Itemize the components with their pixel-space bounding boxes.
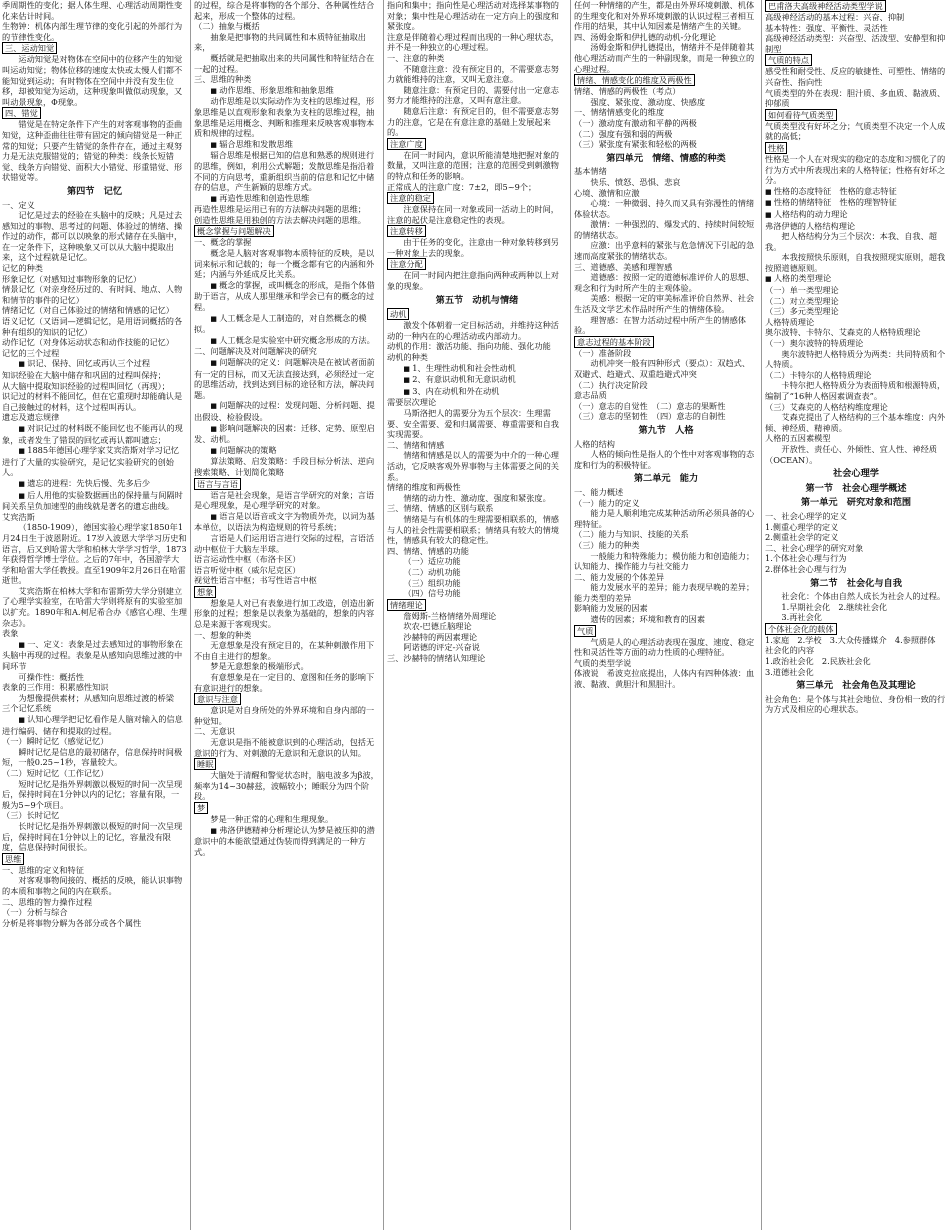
col5-line: （三）多元类型理论 xyxy=(765,306,839,317)
col1-line: 形象记忆（对感知过事物形象的记忆） xyxy=(2,273,142,284)
col5-heading: 个体社会化的载体 xyxy=(765,623,947,635)
col5-line: 性格是一个人在对现实的稳定的态度和习惯化了的行为方式中所表现出来的人格特征；性格有好坏之分。 xyxy=(765,153,946,186)
col5-line: 1.家庭 2.学校 3.大众传播媒介 4.参照群体 xyxy=(765,634,936,645)
col3-line: 情绪是与有机体的生理需要相联系的，情感与人的社会性需要相联系；情绪具有较大的情境性，情感具有较大的稳定性。 xyxy=(387,513,559,546)
col4-line: 美感：根据一定的审美标准评价自然界、社会生活及文学艺术作品时所产生的情绪体验。 xyxy=(574,293,755,315)
col1-section-title: 第四节 记忆 xyxy=(66,185,123,197)
col1-line: 三个记忆系统 xyxy=(2,703,52,714)
column-divider xyxy=(761,0,762,1230)
col5-section-title: 第三单元 社会角色及其理论 xyxy=(796,680,916,692)
col3-line: 詹姆斯-兰格情绪外周理论 xyxy=(403,610,497,621)
col5-section-title: 第二节 社会化与自我 xyxy=(810,577,902,589)
col2-line: 概念是人脑对客观事物本质特征的反映，是以词来标示和记载的；每一个概念都有它的内涵和外延；内涵与外延成反比关系。 xyxy=(194,248,375,280)
col3-line: 沙赫特的两因素理论 xyxy=(403,631,478,642)
col3-heading: 动机 xyxy=(387,308,567,320)
col4-line: 心境：一种微弱、持久而又具有弥漫性的情绪体验状态。 xyxy=(574,198,755,219)
col3-line: 情绪和情感是以人的需要为中介的一种心理活动，它反映客观外界事物与主体需要之间的关系。 xyxy=(387,450,559,482)
col5-section-title: 第一节 社会心理学概述 xyxy=(805,482,907,494)
col5-line: 1.政治社会化 2.民族社会化 xyxy=(765,656,871,667)
col4-line: 四、汤姆金斯和伊扎德的动机-分化理论 xyxy=(574,31,716,42)
col4-line: （一）能力的定义 xyxy=(574,497,640,508)
col3-line: 不随意注意：没有预定目的，不需要意志努力就能维持的注意，又叫无意注意。 xyxy=(387,63,559,85)
col5-line: 艾森克提出了人格结构的三个基本维度：内外倾、神经质、精神质。 xyxy=(765,412,946,433)
col2-line: （二）抽象与概括 xyxy=(194,21,260,32)
col5-line: 1.侧重心理学的定义 xyxy=(765,521,839,532)
col5-line: 把人格结构分为三个层次：本我、自我、超我。 xyxy=(765,231,937,252)
col4-line: 气质是人的心理活动表现在强度、速度、稳定性和灵活性等方面的动力性质的心理特征。 xyxy=(574,636,755,658)
col3-line: 由于任务的变化，注意由一种对象转移到另一种对象上去的现象。 xyxy=(387,237,559,258)
col4-line: （二）执行决定阶段 xyxy=(574,379,648,390)
col1-line: 为想像提供素材；从感知向思维过渡的桥梁 xyxy=(18,692,174,703)
col5-line: 高级神经活动的基本过程：兴奋、抑制 xyxy=(765,12,905,22)
col5-line: 二、社会心理学的研究对象 xyxy=(765,542,864,553)
col2-line: 梦是一种正常的心理和生理现象。 xyxy=(210,813,334,824)
col1-line: （一）分析与综合 xyxy=(2,907,68,918)
col4-line: （二）能力与知识、技能的关系 xyxy=(574,529,689,540)
col1-line: 对客观事物间接的、概括的反映，能认识事物的本质和事物之间的内在联系。 xyxy=(2,875,183,896)
col1-line: 艾宾浩斯 xyxy=(2,511,35,522)
col4-line: （三）能力的种类 xyxy=(574,539,640,550)
col1-line: 一、思维的定义和特征 xyxy=(2,864,84,875)
col2-line: 无意想象是没有预定目的，在某种刺激作用下不由自主进行的想象。 xyxy=(194,640,375,661)
col4-line: 一般能力和特殊能力；模仿能力和创造能力；认知能力、操作能力与社交能力 xyxy=(574,550,755,572)
col3-line: ■ 2、有意识动机和无意识动机 xyxy=(387,374,567,386)
col2-line: 一、想象的种类 xyxy=(194,629,252,640)
col5-line: （一）奥尔波特的特质理论 xyxy=(765,338,864,349)
col2-line: 语言听觉中枢（威尔尼克区） xyxy=(194,564,301,575)
col5-line: 弗洛伊德的人格结构理论 xyxy=(765,220,856,231)
col1-line: 识记过的材料不能回忆，但在它重现时却能确认是自己接触过的材料，这个过程叫再认。 xyxy=(2,391,183,412)
col5-heading: 如何看待气质类型 xyxy=(765,109,947,121)
col1-line: ■ 认知心理学把记忆看作是人脑对输入的信息进行编码、储存和提取的过程。 xyxy=(2,714,187,736)
col1-line: 可操作性：概括性 xyxy=(18,671,84,682)
col2-line: ■ 辐合思维和发散思维 xyxy=(194,139,380,151)
col4-heading: 意志过程的基本阶段 xyxy=(574,336,758,348)
col5-line: 气质类型没有好坏之分；气质类型不决定一个人成就的高低； xyxy=(765,120,946,142)
col5-line: ■ 人格结构的动力理论 xyxy=(765,209,947,221)
text-column-5 xyxy=(765,0,947,1230)
col1-heading: 思维 xyxy=(2,853,187,865)
col3-line: 坎农-巴德丘脑理论 xyxy=(403,621,472,632)
col3-line: ■ 3、内在动机和外在动机 xyxy=(387,386,567,398)
text-column-4 xyxy=(574,0,758,1230)
col1-line: 错觉是在特定条件下产生的对客观事物的歪曲知觉，这种歪曲往往带有固定的倾向错觉是一种正常的知觉；只要产生错觉的条件存在，通过主观努力是无法克服错觉的；错觉的种类：线条长短错觉、线条方向错觉、面积大小错觉、形重错觉、形状错觉等。 xyxy=(2,119,183,183)
col1-line: 长时记忆是指外界刺激以极短的时间一次呈现后，保持时间在1分钟以上的记忆，容量没有限度，信息保持时间很长。 xyxy=(2,820,183,853)
text-column-1 xyxy=(2,0,187,1230)
col1-line: （1850-1909），德国实验心理学家1850年1月24日生于波恩附近。17岁入波恩大学学习历史和语言，后又到哈雷大学和柏林大学学习哲学，1873年获得哲学博士学位。之后的7年中，各国游学大学和哈雷大学任教授。直至1909年2月26日在哈雷逝世。 xyxy=(2,522,187,586)
col1-line: 二、思维的智力操作过程 xyxy=(2,896,93,907)
col2-line: 想象是人对已有表象进行加工改造，创造出新形象的过程；想象是以表象为基础的，想象的内容总是来源于客观现实。 xyxy=(194,597,375,630)
col2-line: ■ 概念的掌握，或叫概念的形成，是指个体借助于语言，从成人那里继承和学会已有的概念的过程。 xyxy=(194,280,380,313)
col2-line: ■ 人工概念是实验室中研究概念形成的方法。 xyxy=(194,335,380,347)
col3-section-title: 第五节 动机与情绪 xyxy=(435,294,519,306)
col4-line: 二、能力发展的个体差异 xyxy=(574,571,665,582)
col4-line: 气质的类型学说 xyxy=(574,657,632,668)
col2-line: 有意想象是在一定目的、意图和任务的影响下有意识进行的想象。 xyxy=(194,672,375,693)
col4-line: 应激：出乎意料的紧张与危急情况下引起的急速而高度紧张的情绪状态。 xyxy=(574,240,755,262)
col5-line: 本我按照快乐原则，自我按照现实原则，超我按照道德原则。 xyxy=(765,252,946,273)
col4-line: 快乐、愤怒、恐惧、悲哀 xyxy=(590,176,681,187)
col5-line: 卡特尔把人格特质分为表面特质和根源特质，编制了“16种人格因素调查表”。 xyxy=(765,380,946,401)
col3-heading: 注意分配 xyxy=(387,258,567,270)
col1-line: 情景记忆（对亲身经历过的、有时间、地点、人物和情节的事件的记忆） xyxy=(2,284,183,305)
col1-line: 运动知觉是对物体在空间中的位移产生的知觉叫运动知觉；物体位移的速度太快或太慢人们都不能知觉到运动；有时物体在空间中并没有发生位移，却被知觉为运动，这种现象叫做似动现象，又叫动景现象，Φ现象。 xyxy=(2,54,183,107)
col3-line: 阿诺德的评定-兴奋说 xyxy=(403,642,480,653)
col4-line: （一）准备阶段 xyxy=(574,347,632,358)
col4-line: 人格的结构 xyxy=(574,438,615,449)
col1-line: 表象 xyxy=(2,628,19,639)
col2-line: ■ 动作思维、形象思维和抽象思维 xyxy=(194,85,380,97)
col5-line: 社会化的内容 xyxy=(765,645,815,656)
col5-line: 人格特质理论 xyxy=(765,316,815,327)
col3-line: （四）信号功能 xyxy=(403,588,461,599)
col2-line: ■ 再造性思维和创造性思维 xyxy=(194,193,380,205)
col4-line: 三、道德感、美感和理智感 xyxy=(574,261,673,272)
col2-line: 语言运动性中枢（布洛卡区） xyxy=(194,554,301,565)
col2-line: 语言是社会现象，是语言学研究的对象；言语是心理现象，是心理学研究的对象。 xyxy=(194,489,375,511)
col5-line: 高级神经活动类型：兴奋型、活泼型、安静型和抑制型 xyxy=(765,33,946,54)
col1-line: ■ 后人用他的实验数据画出的保持量与间隔时间关系呈负加速型的曲线就是著名的遗忘曲线。 xyxy=(2,490,187,512)
col1-line: 季周期性的变化；据人体生理、心理活动周期性变化来估计时间。 xyxy=(2,0,183,21)
col4-heading: 情绪、情感变化的维度及两极性 xyxy=(574,74,758,86)
col3-line: 情绪的动力性、激动度、强度和紧张度。 xyxy=(403,492,551,503)
col1-line: 分析是将事物分解为各部分或各个属性 xyxy=(2,917,142,928)
col3-line: （二）动机功能 xyxy=(403,566,461,577)
col2-line: 二、无意识 xyxy=(194,726,235,737)
col3-line: 随意后注意：有预定目的，但不需要意志努力的注意，它是在有意注意的基础上发展起来的。 xyxy=(387,105,559,138)
col2-heading: 睡眠 xyxy=(194,758,380,770)
col1-line: 表象的三作用：积累感性知识 xyxy=(2,682,109,693)
col5-line: 基本特性：强度、平衡性、灵活性 xyxy=(765,22,888,33)
col3-line: 动机的种类 xyxy=(387,352,428,363)
col4-line: （一）激动度有激动和平静的两极 xyxy=(574,117,697,128)
col1-line: 动作记忆（对身体运动状态和动作技能的记忆） xyxy=(2,337,174,348)
col1-line: 短时记忆是指外界刺激以极短的时间一次呈现后，保持时间在1分钟以内的记忆；容量有限，一般为5~9个项目。 xyxy=(2,778,183,810)
col3-line: （三）组织功能 xyxy=(403,577,461,588)
col4-line: 任何一种情绪的产生，都是由外界环境刺激、机体的生理变化和对外界环境刺激的认识过程三者相互作用的结果，其中认知因素是情绪产生的关键。 xyxy=(574,0,755,32)
col2-heading: 语言与言语 xyxy=(194,478,380,490)
col5-line: （一）单一类型理论 xyxy=(765,285,839,296)
col5-line: （二）对立类型理论 xyxy=(765,295,839,306)
col5-heading: 性格 xyxy=(765,142,947,154)
col4-heading: 气质 xyxy=(574,625,758,637)
col5-section-title: 社会心理学 xyxy=(833,468,879,480)
col5-line: 奥尔波特把人格特质分为两类：共同特质和个人特质。 xyxy=(765,348,946,370)
col2-line: 一、概念的掌握 xyxy=(194,237,252,248)
col5-line: 开放性、责任心、外倾性、宜人性、神经质（OCEAN）。 xyxy=(765,443,937,465)
text-column-2 xyxy=(194,0,380,1230)
col5-line: 一、社会心理学的定义 xyxy=(765,510,847,521)
col2-line: ■ 问题解决的过程：发现问题、分析问题、提出假设、检验假设。 xyxy=(194,400,380,422)
col4-line: 遗传的因素；环境和教育的因素 xyxy=(590,614,706,625)
col3-line: 随意注意：有预定目的、需要付出一定意志努力才能维持的注意，又叫有意注意。 xyxy=(387,84,559,106)
col3-line: 需要层次理论 xyxy=(387,397,437,408)
col2-line: 意识是对自身所处的外界环境和自身内部的一种觉知。 xyxy=(194,705,375,726)
col4-line: 一、能力概述 xyxy=(574,486,624,497)
col1-line: 情绪记忆（对自己体验过的情绪和情感的记忆） xyxy=(2,305,174,316)
col3-line: 在同一时间内，意识所能清楚地把握对象的数量，又叫注意的范围；注意的范围受到刺激物的特点和任务的影响。 xyxy=(387,149,559,181)
col1-line: ■ 遗忘的进程：先快后慢、先多后少 xyxy=(2,478,187,490)
col2-line: 动作思维是以实际动作为支柱的思维过程，形象思维是以直观形象和表象为支柱的思维过程，抽象思维是运用概念、判断和推理来反映客观事物本质和规律的过程。 xyxy=(194,96,375,139)
col4-section-title: 第二单元 能力 xyxy=(633,473,699,485)
col4-line: 强度、紧张度、激动度、快感度 xyxy=(590,96,706,107)
col2-line: 无意识是指不能被意识到的心理活动，包括无意识的行为、对刺激的无意识和无意识的认知。 xyxy=(194,737,375,758)
column-divider xyxy=(570,0,571,1230)
col5-line: 人格的五因素模型 xyxy=(765,433,831,444)
text-column-3 xyxy=(387,0,567,1230)
col2-line: ■ 语言是以语音或文字为物质外壳，以词为基本单位，以语法为构造规则的符号系统； xyxy=(194,511,380,533)
col1-line: 记忆的种类 xyxy=(2,263,43,274)
col2-heading: 梦 xyxy=(194,802,380,814)
col3-heading: 注意广度 xyxy=(387,138,567,150)
col5-line: 社会化：个体由自然人成长为社会人的过程。 xyxy=(781,591,946,602)
col1-line: （一）瞬时记忆（感觉记忆） xyxy=(2,736,109,747)
col3-line: 激发个体朝着一定目标活动，并维持这种活动的一种内在的心理活动或内部动力。 xyxy=(387,320,559,341)
col3-line: 三、沙赫特的情绪认知理论 xyxy=(387,653,486,664)
col2-line: 的过程，综合是将事物的各个部分、各种属性结合起来，形成一个整体的过程。 xyxy=(194,0,375,21)
col2-line: 梦是无意想象的极端形式。 xyxy=(210,661,309,672)
col2-line: ■ 问题解决的策略 xyxy=(194,445,380,457)
col3-line: 情绪的维度和两极性 xyxy=(387,482,461,493)
col4-line: 激情：一种强烈的、爆发式的、持续时间较短的情绪状态。 xyxy=(574,219,755,240)
col3-heading: 注意的稳定 xyxy=(387,192,567,204)
col2-line: 言语是人们运用语言进行交际的过程，言语活动中枢位于大脑左半球。 xyxy=(194,532,375,554)
col1-line: 知识经验在大脑中储存和巩固的过程叫保持； xyxy=(2,370,166,380)
col5-line: 1.早期社会化 2.继续社会化 xyxy=(781,601,888,612)
col1-line: ■ 1885年德国心理学家艾宾浩斯对学习记忆进行了大量的实验研究，是记忆实验研究的创始人。 xyxy=(2,445,187,478)
col2-heading: 想象 xyxy=(194,586,380,598)
col4-line: 汤姆金斯和伊扎德提出，情绪并不是伴随着其他心理活动而产生的一种副现象，而是一种独立的心理过程。 xyxy=(574,42,755,74)
col2-line: 三、思维的种类 xyxy=(194,74,252,85)
col1-line: （二）短时记忆（工作记忆） xyxy=(2,767,109,778)
col4-line: （二）强度有强和弱的两极 xyxy=(574,128,673,139)
col1-heading: 三、运动知觉 xyxy=(2,42,187,54)
col4-line: 情绪、情感的两极性（考点） xyxy=(574,86,681,97)
col4-line: 体液说 希波克拉底提出，人体内有四种体液：血液、黏液、黄胆汁和黑胆汁。 xyxy=(574,668,755,690)
col4-line: （一）意志的自觉性 （二）意志的果断性 xyxy=(574,400,726,411)
col5-heading: 巴甫洛夫高级神经活动类型学说 xyxy=(765,0,947,12)
col4-line: 人格的倾向性是指人的个性中对客观事物的态度和行为的积极特征。 xyxy=(574,449,755,470)
col2-line: 视觉性语言中枢；书写性语言中枢 xyxy=(194,575,317,586)
col5-line: ■ 性格的态度特征 性格的意志特征 xyxy=(765,186,947,198)
col4-line: （三）意志的坚韧性 （四）意志的自制性 xyxy=(574,411,726,422)
col3-line: 在同一时间内把注意指向两种或两种以上对象的现象。 xyxy=(387,270,559,292)
col4-line: 基本情绪 xyxy=(574,166,607,177)
col4-line: 意志品质 xyxy=(574,390,607,401)
col2-line: 二、问题解决及对问题解决的研究 xyxy=(194,346,317,357)
col2-line: ■ 人工概念是人工制造的，对自然概念的模拟。 xyxy=(194,313,380,335)
col3-line: 正常成人的注意广度：7±2，即5~9个； xyxy=(387,181,537,192)
col4-line: 心境、激情和应激 xyxy=(574,187,640,198)
col5-line: （二）卡特尔的人格特质理论 xyxy=(765,369,872,380)
col4-section-title: 第四单元 情绪、情感的种类 xyxy=(606,152,726,164)
col5-line: 奥尔波特、卡特尔、艾森克的人格特质理论 xyxy=(765,327,921,338)
col1-line: ■ 一、定义：表象是过去感知过的事物形象在头脑中再现的过程。表象是从感知向思维过渡的中间环节 xyxy=(2,639,187,672)
col4-line: 一、情绪情感变化的维度 xyxy=(574,107,665,118)
col5-line: （三）艾森克的人格结构维度理论 xyxy=(765,401,888,412)
col4-line: 能力是人顺利地完成某种活动所必须具备的心理特征。 xyxy=(574,508,755,529)
col5-line: 3.再社会化 xyxy=(781,612,822,623)
col1-line: ■ 对识记过的材料既不能回忆也不能再认的现象，或者发生了错误的回忆或再认都叫遗忘； xyxy=(2,423,187,445)
col1-line: 从大脑中提取知识经验的过程叫回忆（再现）； xyxy=(2,380,170,391)
col1-line: 语义记忆（又语词—逻辑记忆，是用语词概括的各种有组织的知识的记忆） xyxy=(2,316,183,337)
col3-line: （一）适应功能 xyxy=(403,556,461,567)
col4-line: 道德感：按照一定的道德标准评价人的思想、观念和行为时所产生的主观体验。 xyxy=(574,272,755,293)
col1-heading: 四、错觉 xyxy=(2,107,187,119)
col1-line: 生物钟：机体内部生理节律的变化引起的外部行为的节律性变化。 xyxy=(2,21,183,42)
col2-line: ■ 影响问题解决的因素：迁移、定势、原型启发、动机。 xyxy=(194,423,380,445)
col3-line: 马斯洛把人的需要分为五个层次：生理需要、安全需要、爱和归属需要、尊重需要和自我实现需要。 xyxy=(387,408,559,440)
col4-line: （三）紧张度有紧张和轻松的两极 xyxy=(574,139,697,150)
col5-line: 3.道德社会化 xyxy=(765,666,814,677)
col5-line: 感受性和耐受性、反应的敏捷性、可塑性、情绪的兴奋性、指向性 xyxy=(765,66,946,87)
col3-line: 一、注意的种类 xyxy=(387,52,445,63)
col1-line: 记忆的三个过程 xyxy=(2,347,60,358)
col5-line: 1.个体社会心理与行为 xyxy=(765,553,847,564)
col2-heading: 概念掌握与问题解决 xyxy=(194,225,380,237)
col4-line: 动机冲突一般有四种形式（要点）：双趋式、双避式、趋避式、双重趋避式冲突 xyxy=(574,358,751,379)
col2-line: 算法策略、启发策略：手段目标分析法、逆向搜索策略、计划简化策略 xyxy=(194,456,375,477)
col2-line: ■ 问题解决的定义：问题解决是在被试者面前有一定的目标，而又无法直接达到，必须经过一定的思维活动，找到达到目标的途径和方法，解决问题。 xyxy=(194,357,380,400)
col2-line: ■ 弗洛伊德精神分析理论认为梦是被压抑的潜意识中的本能欲望通过伪装而得到满足的一种方式。 xyxy=(194,825,380,858)
col3-line: 注意是伴随着心理过程而出现的一种心理状态，并不是一种独立的心理过程。 xyxy=(387,31,559,53)
col3-line: 四、情绪、情感的功能 xyxy=(387,545,469,556)
col5-line: 2.侧重社会学的定义 xyxy=(765,532,839,543)
col5-line: ■ 人格的类型理论 xyxy=(765,273,947,285)
col5-line: 气质类型的外在表现：胆汁质、多血质、黏液质、抑郁质 xyxy=(765,87,946,109)
col1-line: ■ 识记、保持、回忆或再认三个过程 xyxy=(2,358,187,370)
col1-line: 瞬时记忆是信息的最初储存，信息保持时间极短，一般0.25~1秒，容量较大。 xyxy=(2,746,183,768)
col3-line: ■ 1、生理性动机和社会性动机 xyxy=(387,363,567,375)
col2-line: 抽象是把事物的共同属性和本质特征抽取出来， xyxy=(194,31,366,53)
col2-heading: 意识与注意 xyxy=(194,693,380,705)
col5-section-title: 第一单元 研究对象和范围 xyxy=(800,497,912,509)
col4-section-title: 第九节 人格 xyxy=(638,424,694,436)
col2-line: 辐合思维是根据已知的信息和熟悉的规则进行的思维，例如，利用公式解题；发散思维是指沿着不同的方向思考，重新组织当前的信息和记忆中储存的信息，产生新颖的思维方式。 xyxy=(194,150,375,193)
col1-line: 一、定义 xyxy=(2,199,35,210)
col4-line: 理智感：在智力活动过程中所产生的情感体验。 xyxy=(574,314,746,336)
col5-line: ■ 性格的情绪特征 性格的理智特征 xyxy=(765,197,947,209)
col3-line: 三、情绪、情感的区别与联系 xyxy=(387,503,494,514)
col1-line: 遗忘及遗忘规律 xyxy=(2,412,60,423)
col1-line: 记忆是过去的经验在头脑中的反映；凡是过去感知过的事物、思考过的问题、体验过的情绪、操作过的动作，都可以以映象的形式储存在头脑中，在一定条件下，这种映象又可以从大脑中提取出来，这个过程就是记忆。 xyxy=(2,210,183,263)
col3-line: 指向和集中；指向性是心理活动对选择某事物的对象；集中性是心理活动在一定方向上的强度和紧张度。 xyxy=(387,0,559,32)
col3-line: 二、情绪和情感 xyxy=(387,439,445,450)
col4-line: 能力发展水平的差异；能力表现早晚的差异；能力类型的差异 xyxy=(574,582,755,603)
col3-heading: 注意转移 xyxy=(387,225,567,237)
col4-line: 影响能力发展的因素 xyxy=(574,603,648,614)
column-divider xyxy=(383,0,384,1230)
col5-line: 社会角色：是个体与其社会地位、身份相一致的行为方式及相应的心理状态。 xyxy=(765,693,946,715)
col3-line: 动机的作用：激活功能、指向功能、强化功能 xyxy=(387,341,551,352)
col2-line: 概括就是把抽取出来的共同属性和特征结合在一起的过程。 xyxy=(194,52,375,74)
col5-heading: 气质的特点 xyxy=(765,54,947,66)
col2-line: 大脑处于清醒和警觉状态时，脑电波多为β波，频率为14~30赫兹，波幅较小；睡眠分为四个阶段。 xyxy=(194,770,379,802)
col1-line: （三）长时记忆 xyxy=(2,810,60,821)
col1-line: 艾宾浩斯在柏林大学和布雷斯劳大学分别建立了心理学实验室，在哈雷大学则将原有的实验室加以扩充。1890年和A.柯尼希合办《感官心理、生理杂志》。 xyxy=(2,585,187,628)
col3-line: 注意保持在同一对象或同一活动上的时间，注意的起伏是注意稳定性的表现。 xyxy=(387,204,559,225)
column-divider xyxy=(190,0,191,1230)
col2-line: 再造性思维是运用已有的方法解决问题的思维； xyxy=(194,204,366,215)
col3-heading: 情绪理论 xyxy=(387,599,567,611)
col5-line: 2.群体社会心理与行为 xyxy=(765,563,847,574)
col2-line: 创造性思维是用独创的方法去解决问题的思维。 xyxy=(194,214,366,225)
